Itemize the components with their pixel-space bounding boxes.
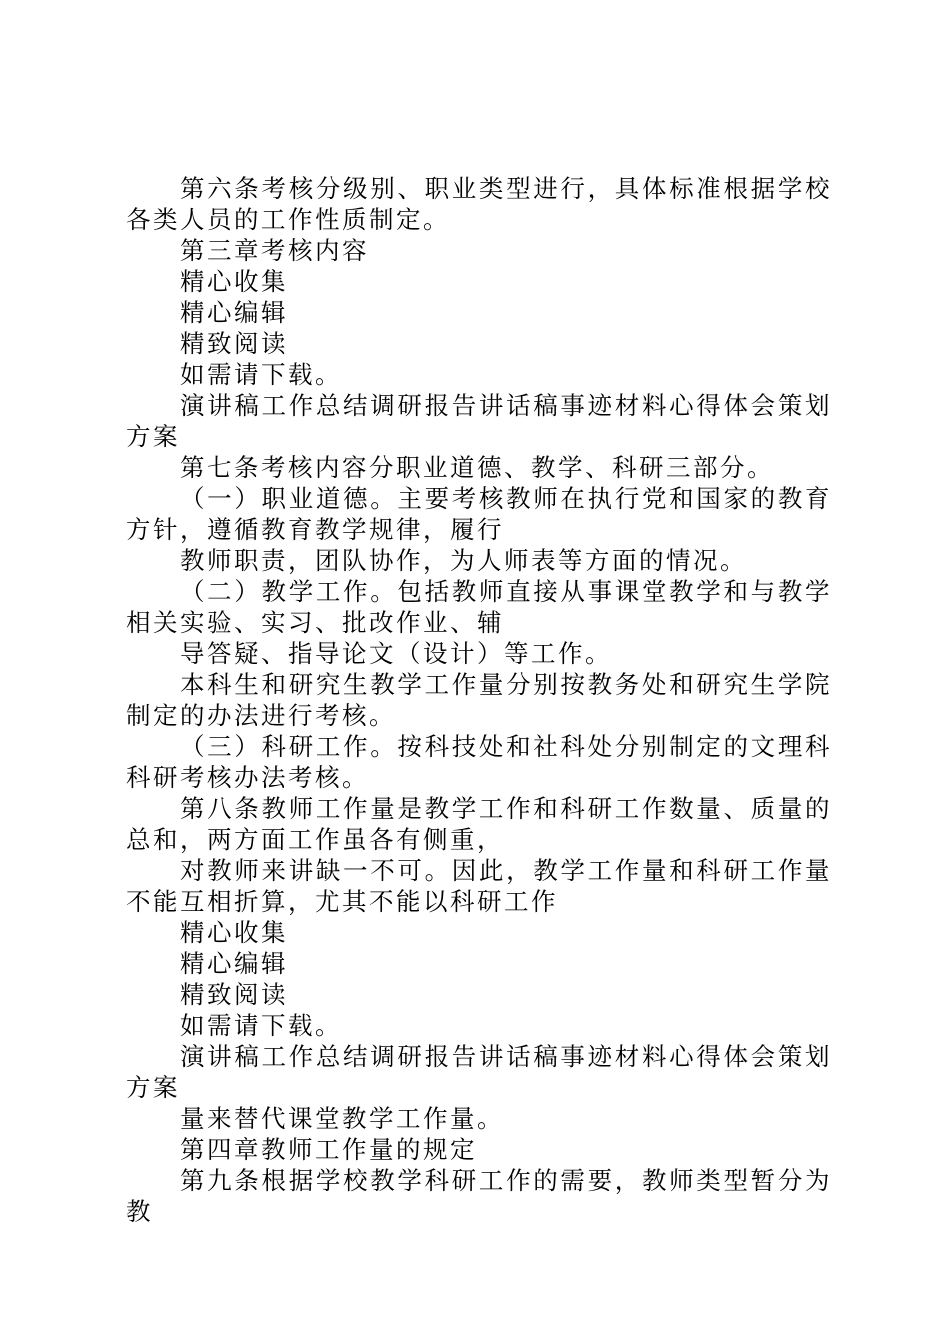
paragraph: 精致阅读 (180, 329, 288, 358)
paragraph: 本科生和研究生教学工作量分别按教务处和研究生学院制定的办法进行考核。 (126, 670, 832, 730)
paragraph: 演讲稿工作总结调研报告讲话稿事迹材料心得体会策划方案 (126, 1042, 832, 1102)
paragraph: 如需请下载。 (180, 360, 342, 389)
paragraph: 对教师来讲缺一不可。因此，教学工作量和科研工作量不能互相折算，尤其不能以科研工作 (126, 856, 832, 916)
paragraph: （三）科研工作。按科技处和社科处分别制定的文理科科研考核办法考核。 (126, 732, 832, 792)
paragraph: 第七条考核内容分职业道德、教学、科研三部分。 (180, 453, 774, 482)
paragraph: 精心编辑 (180, 949, 288, 978)
paragraph: 精致阅读 (180, 980, 288, 1009)
document-body (126, 173, 832, 1227)
paragraph: 第九条根据学校教学科研工作的需要，教师类型暂分为教 (126, 1166, 832, 1226)
paragraph: 演讲稿工作总结调研报告讲话稿事迹材料心得体会策划方案 (126, 391, 832, 451)
chapter-heading: 第三章考核内容 (180, 236, 369, 265)
paragraph: 精心收集 (180, 267, 288, 296)
paragraph: 教师职责，团队协作，为人师表等方面的情况。 (180, 546, 747, 575)
paragraph: 量来替代课堂教学工作量。 (180, 1104, 504, 1133)
paragraph: 精心收集 (180, 918, 288, 947)
paragraph: 第六条考核分级别、职业类型进行，具体标准根据学校各类人员的工作性质制定。 (126, 174, 832, 234)
paragraph: 第八条教师工作量是教学工作和科研工作数量、质量的总和，两方面工作虽各有侧重， (126, 794, 832, 854)
paragraph: 如需请下载。 (180, 1011, 342, 1040)
paragraph: （二）教学工作。包括教师直接从事课堂教学和与教学相关实验、实习、批改作业、辅 (126, 577, 832, 637)
paragraph: 导答疑、指导论文（设计）等工作。 (180, 639, 612, 668)
chapter-heading: 第四章教师工作量的规定 (180, 1135, 477, 1164)
paragraph: 精心编辑 (180, 298, 288, 327)
paragraph: （一）职业道德。主要考核教师在执行党和国家的教育方针，遵循教育教学规律，履行 (126, 484, 832, 544)
